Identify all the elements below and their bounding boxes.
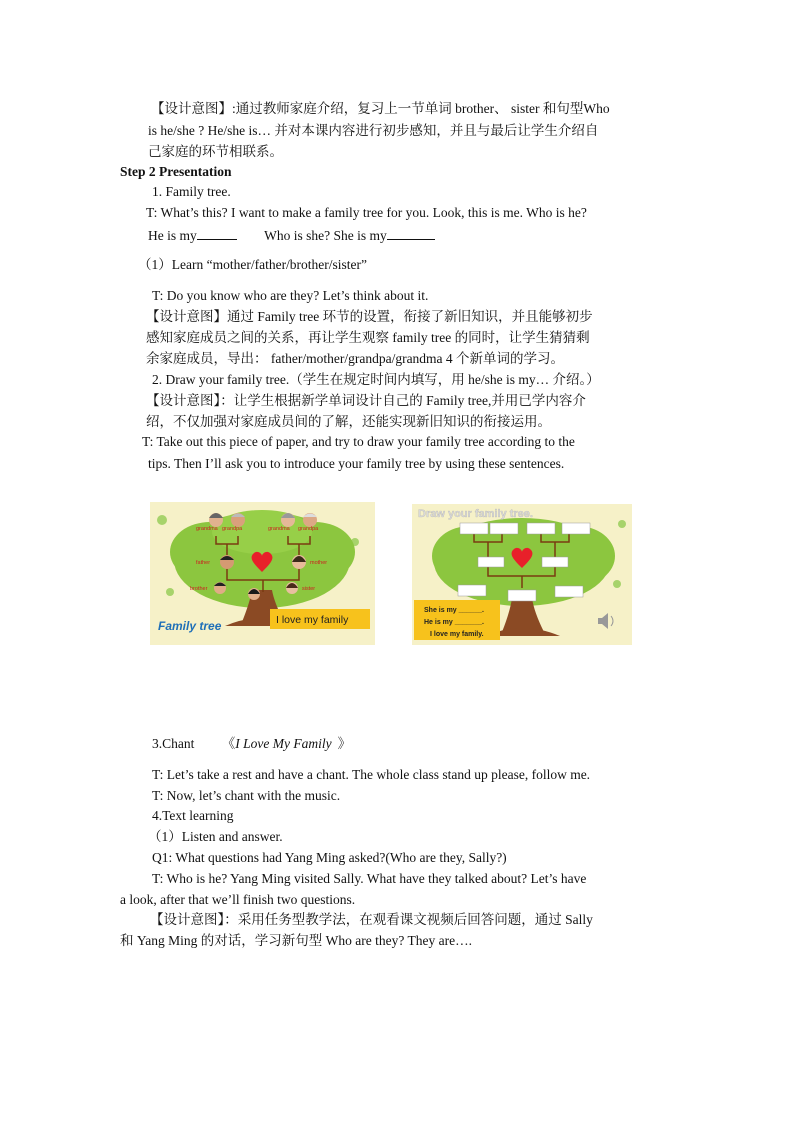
teacher-line-3: T: Do you know who are they? Let’s think about it. [152, 288, 429, 303]
design-intent-3-line2: 绍，不仅加强对家庭成员间的了解，还能实现新旧知识的衔接运用。 [146, 414, 551, 429]
chant-item [152, 735, 351, 752]
box-child-2 [508, 590, 536, 601]
label-grandpa-2: grandpa [298, 526, 319, 532]
photo-brother [214, 582, 226, 594]
label-sister: sister [302, 586, 316, 592]
teacher-line-7: T: Now, let’s chant with the music. [152, 788, 341, 803]
teacher-line-4: T: Take out this piece of paper, and try to draw your family tree according to the [142, 434, 575, 449]
teacher-line-9: a look, after that we’ll finish two questions. [120, 892, 356, 907]
design-intent-1-line1: 【设计意图】:通过教师家庭介绍，复习上一节单词 brother、 sister 和句型Who [151, 101, 610, 116]
family-tree-logo: Family tree [158, 619, 222, 633]
photo-mother [292, 555, 306, 569]
label-grandma-2: grandma [268, 526, 290, 532]
family-tree-item: 1. Family tree. [152, 184, 231, 199]
photo-grandpa-2 [303, 513, 317, 527]
photo-grandma-1 [209, 513, 223, 527]
blank-1 [197, 226, 237, 240]
draw-tree-title: Draw your family tree. [418, 508, 533, 520]
listen-answer-item: （1）Listen and answer. [148, 829, 283, 844]
photo-grandpa-1 [231, 513, 245, 527]
photo-sister [286, 582, 298, 594]
design-intent-2-line3: 余家庭成员，导出： father/mother/grandpa/grandma 4 个新单词的学习。 [146, 351, 565, 366]
teacher-line-8: T: Who is he? Yang Ming visited Sally. What have they talked about? Let’s have [152, 871, 587, 886]
he-is-my-text: He is my [148, 228, 197, 243]
box-parent-1 [478, 557, 504, 567]
label-grandma-1: grandma [196, 526, 218, 532]
design-intent-4-line1: 【设计意图】：采用任务型教学法，在观看课文视频后回答问题，通过 Sally [150, 912, 593, 927]
chant-open-quote: 《 [221, 736, 236, 751]
label-father: father [196, 560, 211, 566]
sentence-he: He is my _______. [424, 619, 484, 626]
step-2-heading: Step 2 Presentation [120, 164, 232, 179]
box-grandparent-3 [527, 523, 555, 534]
photo-father [220, 555, 234, 569]
blank-2 [387, 226, 435, 240]
design-intent-1-line3: 己家庭的环节相联系。 [148, 144, 283, 159]
design-intent-2-line2: 感知家庭成员之间的关系，再让学生观察 family tree 的同时，让学生猜猜剩 [146, 330, 590, 345]
draw-tree-illustration [412, 504, 632, 645]
chant-label: 3.Chant [152, 736, 195, 751]
label-brother: brother [190, 586, 208, 592]
learn-item: （1）Learn “mother/father/brother/sister” [138, 257, 368, 272]
love-banner-text: I love my family [276, 614, 349, 626]
family-tree-illustration [150, 502, 375, 645]
design-intent-2-line1: 【设计意图】通过 Family tree 环节的设置，衔接了新旧知识，并且能够初步 [146, 309, 593, 324]
label-mother: mother [310, 560, 328, 566]
box-child-1 [458, 585, 486, 596]
design-intent-4-line2: 和 Yang Ming 的对话，学习新句型 Who are they? They are…. [120, 933, 472, 948]
teacher-line-6: T: Let’s take a rest and have a chant. The whole class stand up please, follow me. [152, 767, 591, 782]
label-grandpa-1: grandpa [222, 526, 243, 532]
box-grandparent-1 [460, 523, 488, 534]
sentence-love: I love my family. [430, 631, 484, 638]
teacher-line-2 [148, 226, 435, 244]
teacher-line-5: tips. Then I’ll ask you to introduce your family tree by using these sentences. [148, 456, 565, 471]
teacher-line-1: T: What’s this? I want to make a family tree for you. Look, this is me. Who is he? [146, 205, 587, 220]
draw-family-tree-slide [412, 504, 632, 645]
design-intent-1-line2: is he/she ? He/she is… 并对本课内容进行初步感知，并且与最后让学生介绍自 [148, 123, 599, 138]
box-grandparent-2 [490, 523, 518, 534]
box-parent-2 [542, 557, 568, 567]
box-child-3 [555, 586, 583, 597]
family-tree-slide [150, 502, 375, 645]
box-grandparent-4 [562, 523, 590, 534]
who-is-she-text: Who is she? She is my [264, 228, 387, 243]
photo-me [248, 588, 260, 600]
text-learning-item: 4.Text learning [152, 808, 234, 823]
photo-grandma-2 [281, 513, 295, 527]
question-1: Q1: What questions had Yang Ming asked?(Who are they, Sally?) [152, 850, 507, 865]
sentence-she: She is my ______. [424, 607, 484, 614]
design-intent-3-line1: 【设计意图】：让学生根据新学单词设计自己的 Family tree,并用已学内容介 [146, 393, 586, 408]
draw-tree-item: 2. Draw your family tree.（学生在规定时间内填写，用 he/she is my… 介绍。） [152, 372, 600, 387]
chant-close-quote: 》 [337, 736, 352, 751]
chant-title: I Love My Family [235, 736, 332, 751]
